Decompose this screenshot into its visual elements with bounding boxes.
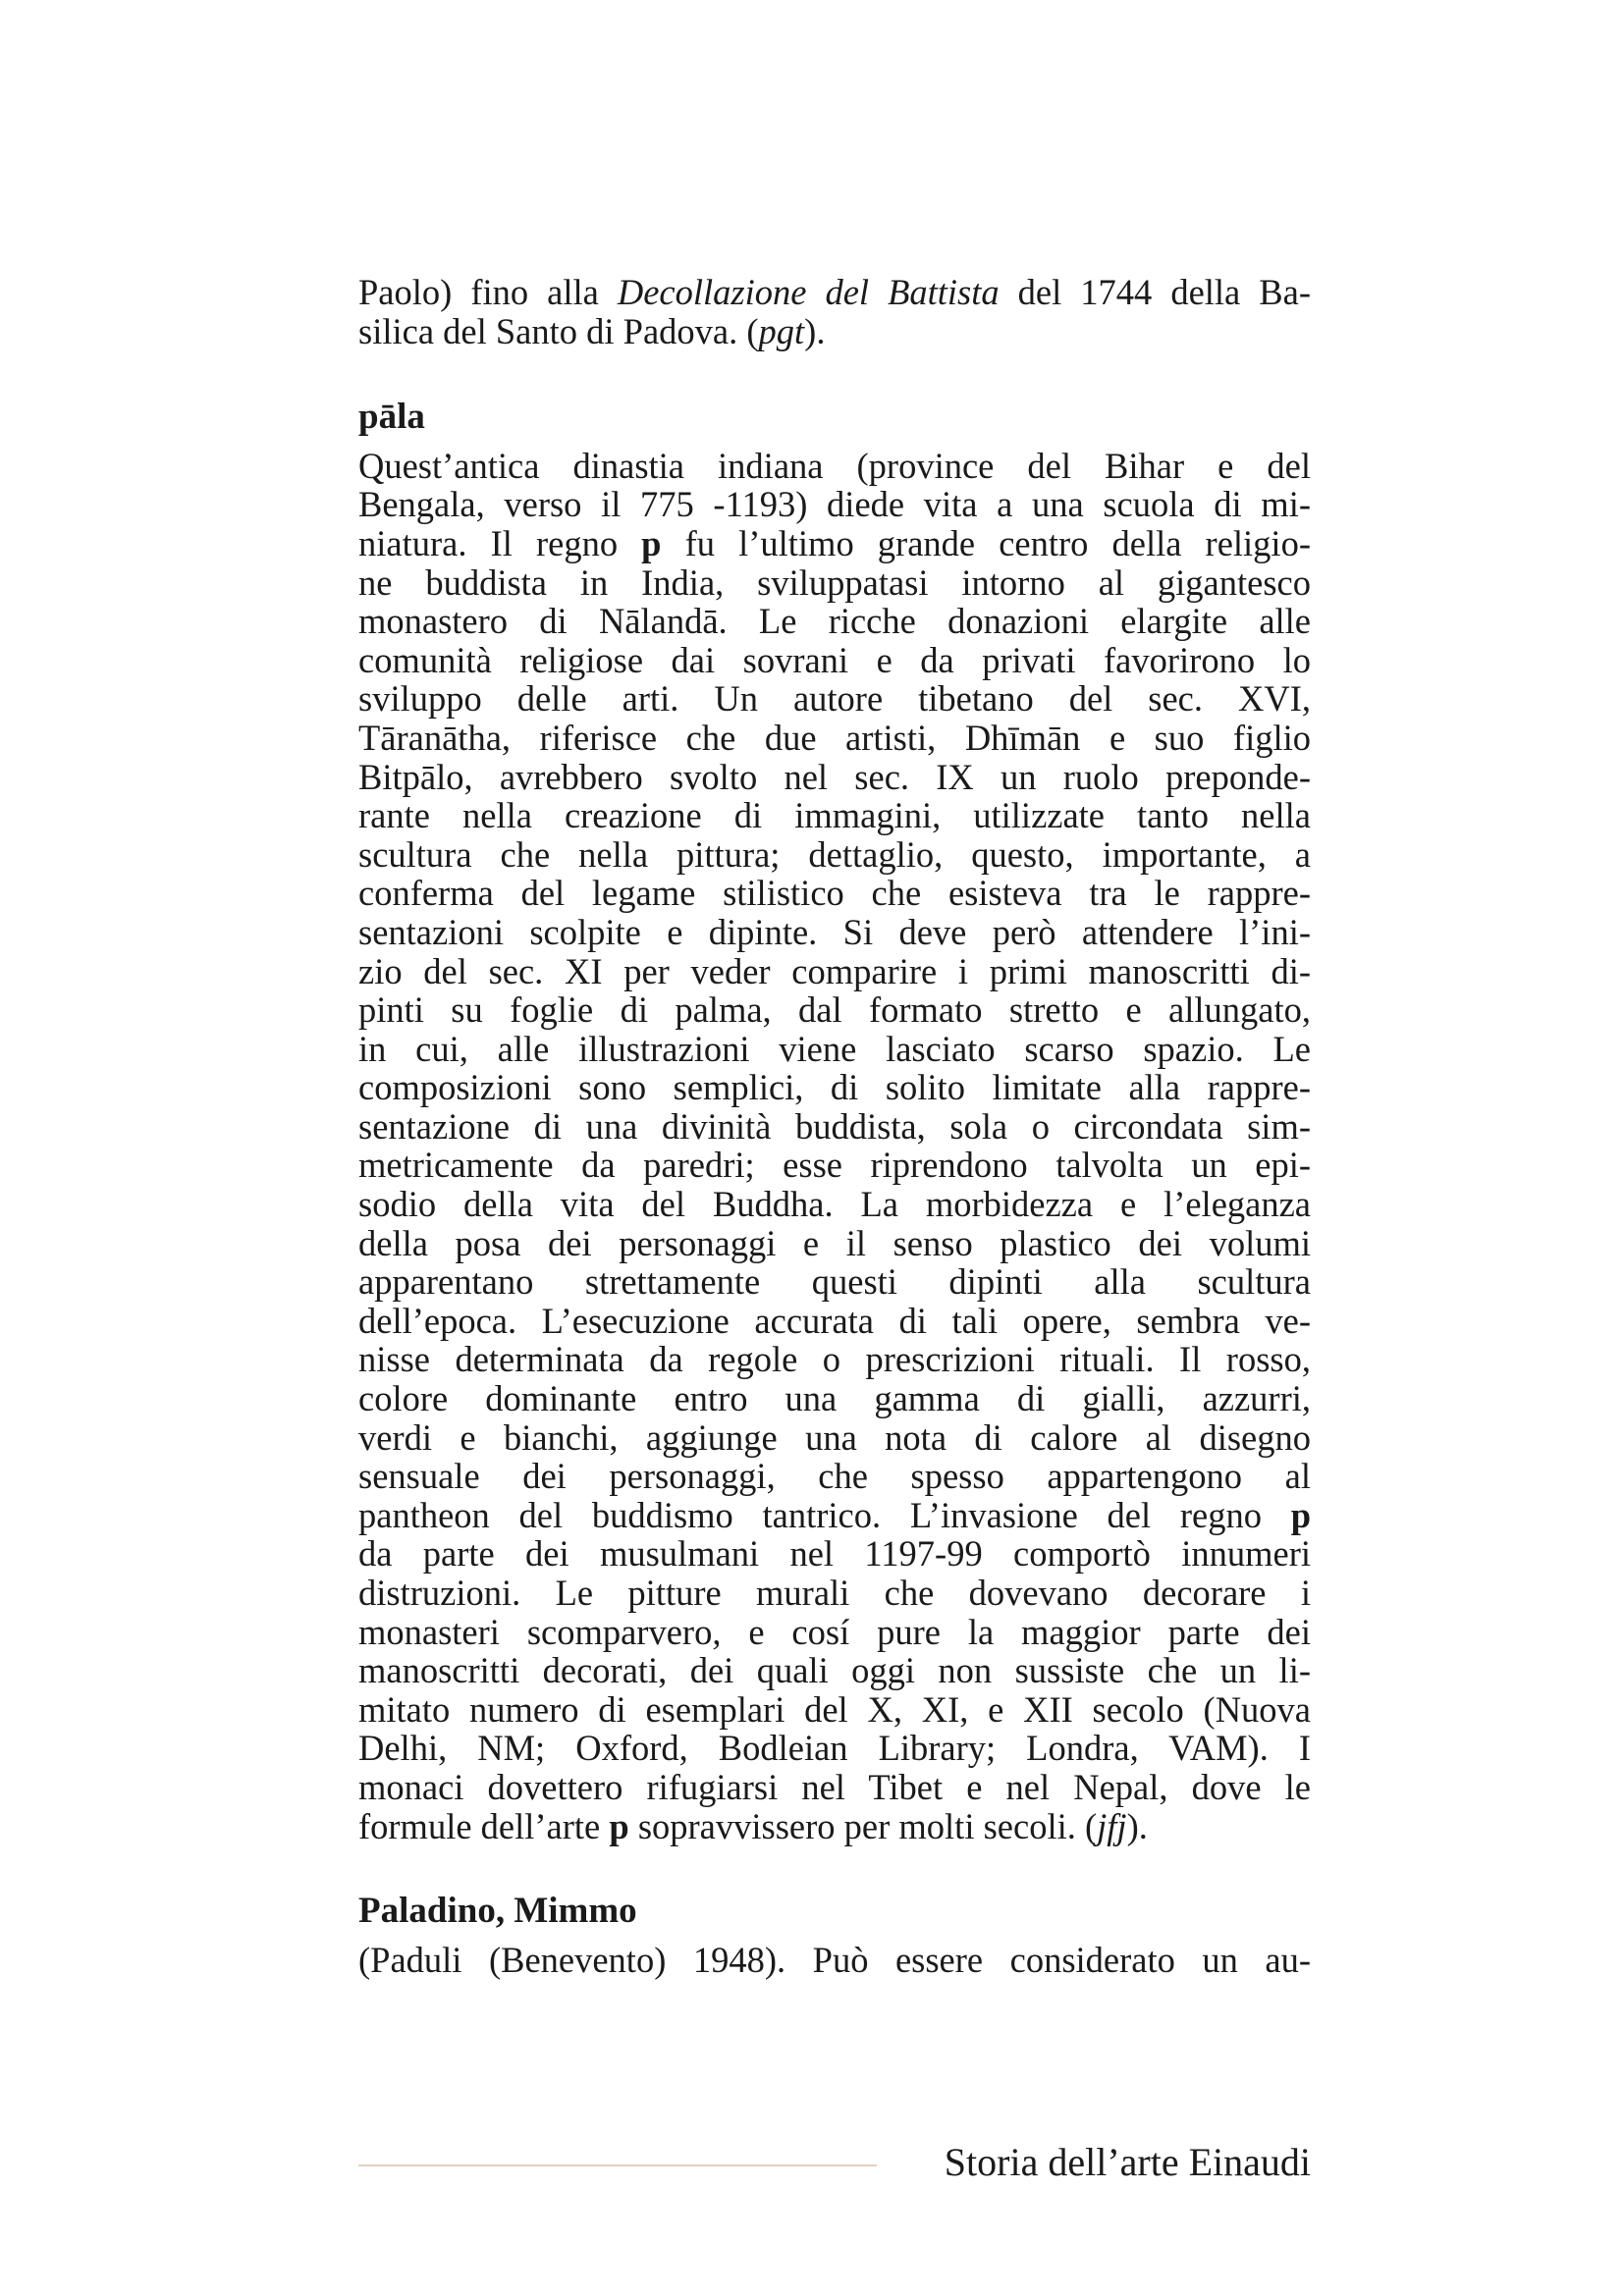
text-line: pantheon del buddismo tantrico. L’invasione del regno p bbox=[358, 1494, 1311, 1535]
text-line: manoscritti decorati, dei quali oggi non sussiste che un li- bbox=[358, 1650, 1311, 1691]
text-line: Tāranātha, riferisce che due artisti, Dhīmān e suo figlio bbox=[358, 717, 1311, 758]
text-column bbox=[358, 273, 1311, 1979]
text-line: silica del Santo di Padova. (pgt). bbox=[358, 310, 826, 351]
text-line: Bitpālo, avrebbero svolto nel sec. IX un ruolo preponde- bbox=[358, 756, 1311, 797]
text-line: (Paduli (Benevento) 1948). Può essere considerato un au- bbox=[358, 1939, 1311, 1980]
entry-title-paladino: Paladino, Mimmo bbox=[358, 1891, 637, 1932]
text-line: Paolo) fino alla Decollazione del Battista del 1744 della Ba- bbox=[358, 272, 1311, 312]
entry-title-pala: pāla bbox=[358, 397, 425, 438]
text-line: ne buddista in India, sviluppatasi intorno al gigantesco bbox=[358, 561, 1311, 603]
text-line: apparentano strettamente questi dipinti alla scultura bbox=[358, 1261, 1311, 1303]
text-line: dell’epoca. L’esecuzione accurata di tali opere, sembra ve- bbox=[358, 1300, 1311, 1341]
text-line: Delhi, NM; Oxford, Bodleian Library; Londra, VAM). I bbox=[358, 1728, 1311, 1769]
text-line: distruzioni. Le pitture murali che dovevano decorare i bbox=[358, 1573, 1311, 1613]
text-line: monasteri scomparvero, e cosí pure la maggior parte dei bbox=[358, 1611, 1311, 1652]
text-line: Quest’antica dinastia indiana (province del Bihar e del bbox=[358, 445, 1311, 486]
text-line: zio del sec. XI per veder comparire i primi manoscritti di- bbox=[358, 950, 1311, 991]
text-line: della posa dei personaggi e il senso plastico dei volumi bbox=[358, 1222, 1311, 1263]
text-line: pinti su foglie di palma, dal formato stretto e allungato, bbox=[358, 989, 1311, 1031]
text-line: mitato numero di esemplari del X, XI, e XII secolo (Nuova bbox=[358, 1688, 1311, 1730]
text-line: metricamente da paredri; esse riprendono talvolta un epi- bbox=[358, 1145, 1311, 1186]
text-line: sodio della vita del Buddha. La morbidezza e l’eleganza bbox=[358, 1184, 1311, 1225]
text-line: sentazioni scolpite e dipinte. Si deve però attendere l’ini- bbox=[358, 911, 1311, 952]
text-line: Bengala, verso il 775 -1193) diede vita a una scuola di mi- bbox=[358, 484, 1311, 525]
text-line: sensuale dei personaggi, che spesso appartengono al bbox=[358, 1456, 1311, 1497]
text-line: niatura. Il regno p fu l’ultimo grande centro della religio- bbox=[358, 522, 1311, 563]
text-line: nisse determinata da regole o prescrizioni rituali. Il rosso, bbox=[358, 1339, 1311, 1380]
entry-body-pala bbox=[358, 447, 1311, 1845]
footer-rule bbox=[358, 2164, 877, 2166]
footer-title: Storia dell’arte Einaudi bbox=[944, 2140, 1311, 2184]
text-line: verdi e bianchi, aggiunge una nota di calore al disegno bbox=[358, 1416, 1311, 1458]
text-line: conferma del legame stilistico che esisteva tra le rappre- bbox=[358, 873, 1311, 914]
text-line: rante nella creazione di immagini, utilizzate tanto nella bbox=[358, 795, 1311, 836]
text-line: monastero di Nālandā. Le ricche donazioni elargite alle bbox=[358, 601, 1311, 642]
text-line: da parte dei musulmani nel 1197-99 comportò innumeri bbox=[358, 1533, 1311, 1575]
text-line: scultura che nella pittura; dettaglio, questo, importante, a bbox=[358, 833, 1311, 875]
text-line: monaci dovettero rifugiarsi nel Tibet e nel Nepal, dove le bbox=[358, 1766, 1311, 1807]
text-line: sviluppo delle arti. Un autore tibetano del sec. XVI, bbox=[358, 678, 1311, 720]
text-line: sentazione di una divinità buddista, sola o circondata sim- bbox=[358, 1105, 1311, 1147]
entry-continuation bbox=[358, 273, 1311, 350]
text-line: composizioni sono semplici, di solito limitate alla rappre- bbox=[358, 1067, 1311, 1108]
text-line: formule dell’arte p sopravvissero per molti secoli. (jfj). bbox=[358, 1805, 1148, 1846]
entry-body-paladino bbox=[358, 1941, 1311, 1980]
text-line: colore dominante entro una gamma di gialli, azzurri, bbox=[358, 1378, 1311, 1419]
text-line: in cui, alle illustrazioni viene lasciato scarso spazio. Le bbox=[358, 1028, 1311, 1069]
text-line: comunità religiose dai sovrani e da privati favorirono lo bbox=[358, 639, 1311, 680]
